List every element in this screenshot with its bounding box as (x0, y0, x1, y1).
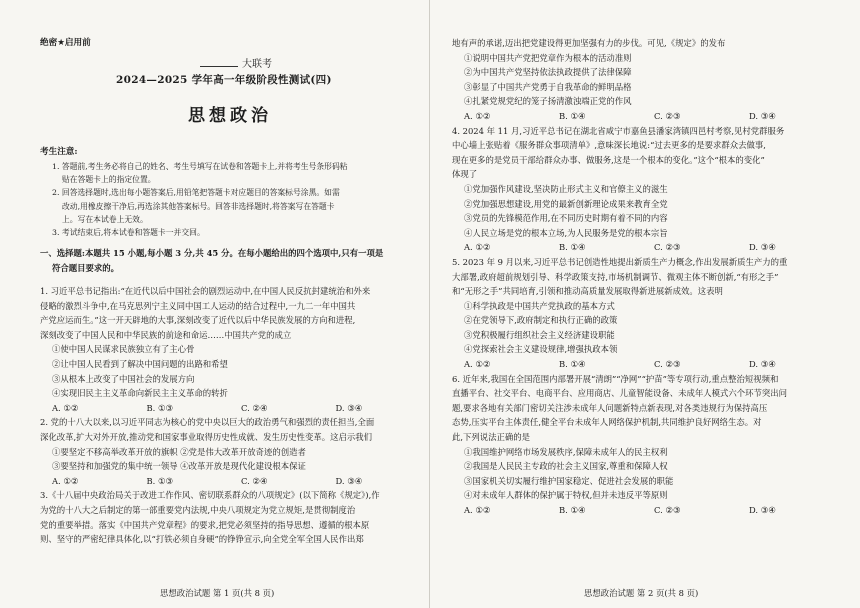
answer-options (452, 357, 832, 372)
answer-option: C. ②③ (654, 242, 681, 253)
question-line: 3.《十八届中央政治局关于改进工作作风、密切联系群众的八项规定》(以下简称《规定》),作 (40, 490, 380, 501)
statement-line: ④实现旧民主主义革命向新民主主义革命的转折 (52, 388, 228, 399)
statement-line: ②党加强思想建设,用党的最新创新理论成果来教育全党 (464, 198, 668, 209)
question-line: 深刻改变了中国人民和中华民族的前途和命运……中国共产党的成立 (40, 329, 292, 340)
answer-option: B. ①④ (559, 505, 586, 515)
answer-option: B. ①④ (559, 242, 586, 253)
question-line: 体现了 (452, 169, 478, 180)
answer-option: A. ①② (52, 475, 79, 486)
brand-text: 大联考 (242, 59, 272, 70)
footer-right: 思想政治试题 第 2 页(共 8 页) (584, 588, 699, 598)
answer-option: C. ②④ (241, 475, 268, 486)
note-line: 1. 答题前,考生务必将自己的姓名、考生号填写在试卷和答题卡上,并将考生号条形码粘 (52, 162, 348, 171)
test-title: 2024—2025 学年高一年级阶段性测试(四) (116, 74, 332, 86)
question-line: 2. 党的十八大以来,以习近平同志为核心的党中央以巨大的政治勇气和强烈的责任担当,全面 (40, 417, 375, 428)
answer-options (40, 474, 418, 489)
question-line: 此,下列说法正确的是 (452, 432, 531, 443)
answer-option: A. ①② (464, 242, 491, 253)
statement-line: ①说明中国共产党把党章作为根本的活动准则 (464, 52, 632, 63)
note-line: 3. 考试结束后,将本试卷和答题卡一并交回。 (52, 228, 205, 238)
question-line: 直播平台、社交平台、电商平台、应用商店、儿童智能设备、未成年人模式六个环节突出问 (452, 388, 787, 399)
statement-line: ③从根本上改变了中国社会的发展方向 (52, 373, 195, 384)
notes-heading: 考生注意: (40, 147, 78, 157)
statement-line: ①党加强作风建设,坚决防止形式主义和官僚主义的滋生 (464, 183, 668, 194)
question-line: 4. 2024 年 11 月,习近平总书记在湖北省咸宁市嘉鱼县潘家湾镇四邑村考察,见村党群服务 (452, 125, 785, 136)
left-page-questions (40, 284, 418, 547)
question-line: 1. 习近平总书记指出:“在近代以后中国社会的剧烈运动中,在中国人民反抗封建统治和外来 (40, 286, 371, 296)
question-line: 大部署,政府超前规划引导、科学政策支持,市场机制调节、微观主体不断创新,“有形之手” (452, 271, 779, 282)
section-one-heading (40, 246, 420, 275)
section-heading-line: 符合题目要求的。 (52, 262, 119, 273)
note-line: 贴在答题卡上的指定位置。 (62, 175, 156, 185)
page-divider (429, 0, 430, 608)
answer-options (452, 503, 832, 518)
statement-line: ③党员的先锋模范作用,在不同历史时期有着不同的内容 (464, 213, 668, 224)
answer-option: D. ③④ (335, 402, 363, 413)
statement-line: ②我国是人民民主专政的社会主义国家,尊重和保障人权 (464, 461, 668, 472)
question-line: 现在更多的是党员干部给群众办事、做服务,这是一个根本的变化。”这个“根本的变化” (452, 154, 765, 165)
answer-option: B. ①④ (559, 359, 586, 370)
brand-title (200, 55, 272, 70)
answer-option: B. ①③ (146, 475, 173, 486)
statement-line: ②为中国共产党坚持依法执政提供了法律保障 (464, 67, 632, 78)
statement-line: ①要坚定不移高举改革开放的旗帜 ②党是伟大改革开放奇迹的创造者 (52, 446, 306, 457)
statement-line: ④扎紧党规党纪的笼子扬清激浊端正党的作风 (464, 96, 632, 107)
footer-left: 思想政治试题 第 1 页(共 8 页) (160, 588, 275, 598)
answer-options (452, 240, 832, 255)
answer-option: C. ②③ (654, 505, 681, 515)
answer-option: C. ②④ (241, 402, 268, 413)
statement-line: ②让中国人民看到了解决中国问题的出路和希望 (52, 358, 228, 369)
note-line: 上。写在本试卷上无效。 (62, 214, 148, 224)
statement-line: ③国家机关切实履行维护国家稳定、促进社会发展的职能 (464, 475, 674, 486)
statement-line: ④对未成年人群体的保护属于特权,但并未违反平等原则 (464, 490, 668, 501)
note-line: 改动,用橡皮擦干净后,再选涂其他答案标号。回答非选择题时,将答案写在答题卡 (62, 201, 335, 211)
question-line: 侵略的激烈斗争中,在马克思列宁主义同中国工人运动的结合过程中,一九二一年中国共 (40, 300, 356, 311)
answer-option: C. ②③ (654, 359, 681, 370)
answer-option: D. ③④ (335, 475, 363, 486)
answer-option: D. ③④ (749, 110, 776, 121)
statement-line: ④党探索社会主义建设规律,增强执政本领 (464, 344, 618, 355)
question-line: 态势,压实平台主体责任,健全平台未成年人网络保护机制,共同维护良好网络生态。对 (452, 417, 762, 428)
answer-option: D. ③④ (749, 242, 776, 253)
answer-option: D. ③④ (749, 359, 776, 370)
answer-option: A. ①② (464, 110, 491, 121)
question-line: 党的重要举措。落实《中国共产党章程》的要求,把党必须坚持的指导思想、遵循的根本原 (40, 519, 370, 530)
confidential-label: 绝密★启用前 (40, 38, 91, 48)
question-line: 和“无形之手”共同培育,引领和推动高质量发展取得新进展新成效。这表明 (452, 286, 723, 297)
answer-option: A. ①② (464, 505, 491, 515)
statement-line: ①我国维护网络市场发展秩序,保障未成年人的民主权利 (464, 446, 668, 457)
statement-line: ③彰显了中国共产党勇于自我革命的鲜明品格 (464, 81, 632, 92)
question-line: 则、坚守的严密纪律具体化,以“打铁必须自身硬”的铮铮宣示,向全党全军全国人民作出郑 (40, 534, 364, 545)
question-line: 产党应运而生。”这一开天辟地的大事,深刻改变了近代以后中华民族发展的方向和进程, (40, 315, 356, 326)
answer-option: B. ①④ (559, 110, 586, 121)
statement-line: ①使中国人民谋求民族独立有了主心骨 (52, 344, 195, 355)
note-line: 2. 回答选择题时,选出每小题答案后,用铅笔把答题卡对应题目的答案标号涂黑。如需 (52, 188, 340, 198)
question-line: 中心墙上张贴着《服务群众事项清单》,意味深长地说:“过去更多的是要求群众去做事, (452, 140, 766, 151)
question-line: 题,要求各地有关部门密切关注涉未成年人问题新特点新表现,对各类违规行为保持高压 (452, 402, 768, 413)
statement-line: ②在党领导下,政府制定和执行正确的政策 (464, 315, 618, 326)
subject-title: 思想政治 (188, 106, 272, 126)
question-line: 为党的十八大之后制定的第一部重要党内法规,中央八项规定为党立规矩,是贯彻制度治 (40, 504, 356, 515)
answer-options (40, 401, 418, 416)
answer-options (452, 109, 832, 124)
question-line: 深化改革,扩大对外开放,推动党和国家事业取得历史性成就、发生历史性变革。这启示我们 (40, 431, 372, 442)
question-line: 地有声的承诺,迈出把党建设得更加坚强有力的步伐。可见,《规定》的发布 (452, 38, 726, 48)
section-heading-line: 一、选择题:本题共 15 小题,每小题 3 分,共 45 分。在每小题给出的四个选项中,只有一项是 (40, 248, 384, 258)
statement-line: ①科学执政是中国共产党执政的基本方式 (464, 300, 615, 311)
brand-blank (200, 66, 238, 67)
notes-block (40, 160, 416, 239)
statement-line: ③要坚持和加强党的集中统一领导 ④改革开放是现代化建设根本保证 (52, 461, 306, 472)
answer-option: A. ①② (464, 359, 491, 370)
statement-line: ④人民立场是党的根本立场,为人民服务是党的根本宗旨 (464, 227, 668, 238)
answer-option: B. ①③ (146, 402, 173, 413)
answer-option: C. ②③ (654, 110, 681, 121)
answer-option: A. ①② (52, 402, 79, 413)
right-page-questions (452, 36, 832, 518)
question-line: 5. 2023 年 9 月以来,习近平总书记创造性地提出新质生产力概念,作出发展新质生产力的重 (452, 256, 788, 267)
question-line: 6. 近年来,我国在全国范围内部署开展“清朗”“净网”“护苗”等专项行动,重点整治短视频和 (452, 373, 779, 384)
answer-option: D. ③④ (749, 505, 776, 515)
statement-line: ③党积极履行组织社会主义经济建设职能 (464, 329, 615, 340)
